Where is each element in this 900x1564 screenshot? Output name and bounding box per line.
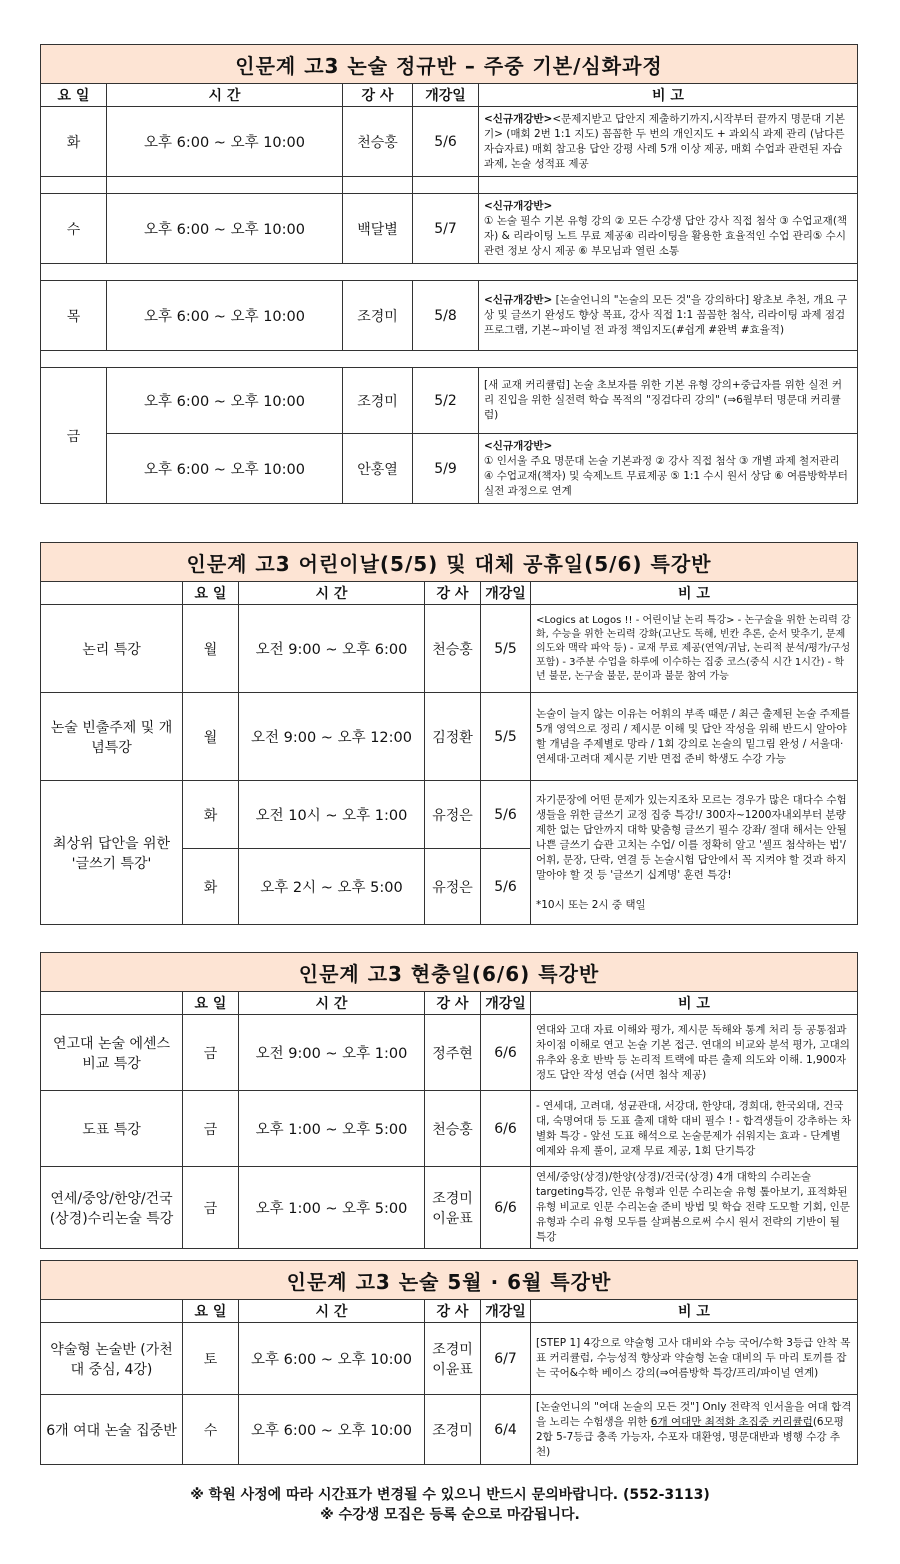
start-date: 6/6 bbox=[481, 1091, 531, 1167]
spacer-row bbox=[41, 351, 858, 368]
header-time: 시 간 bbox=[107, 84, 343, 107]
time: 오전 9:00 ~ 오후 6:00 bbox=[239, 605, 425, 693]
note bbox=[479, 194, 858, 264]
table-row bbox=[41, 281, 858, 351]
time: 오후 6:00 ~ 오후 10:00 bbox=[107, 281, 343, 351]
course-name: 연세/중앙/한양/건국(상경)수리논술 특강 bbox=[41, 1167, 183, 1249]
day: 화 bbox=[183, 849, 239, 925]
day: 금 bbox=[183, 1167, 239, 1249]
header-start: 개강일 bbox=[413, 84, 479, 107]
time: 오후 6:00 ~ 오후 10:00 bbox=[239, 1323, 425, 1395]
start-date: 6/6 bbox=[481, 1167, 531, 1249]
teacher: 천승홍 bbox=[425, 605, 481, 693]
teacher: 유정은 bbox=[425, 849, 481, 925]
table-title: 인문계 고3 어린이날(5/5) 및 대체 공휴일(5/6) 특강반 bbox=[41, 543, 858, 582]
teacher: 조경미 bbox=[343, 281, 413, 351]
spacer-row bbox=[41, 177, 858, 194]
note bbox=[479, 434, 858, 504]
note-text: ① 논술 필수 기본 유형 강의 ② 모든 수강생 답안 강사 직접 첨삭 ③ 수업교재(책자) & 리라이팅 노트 무료 제공④ 리라이팅을 활용한 효율적인 수업 관리⑤ 수시 관련 정보 상시 제공 ⑥ 부모님과 열린 소통 bbox=[484, 214, 848, 257]
header-start: 개강일 bbox=[481, 1300, 531, 1323]
day: 화 bbox=[183, 781, 239, 849]
table-row bbox=[41, 194, 858, 264]
header-teacher: 강 사 bbox=[425, 992, 481, 1015]
table-row bbox=[41, 1323, 858, 1395]
teacher: 조경미 bbox=[343, 368, 413, 434]
start-date: 5/7 bbox=[413, 194, 479, 264]
teacher: 백달별 bbox=[343, 194, 413, 264]
spacer-row bbox=[41, 264, 858, 281]
header-note: 비 고 bbox=[531, 1300, 858, 1323]
day: 금 bbox=[183, 1015, 239, 1091]
may-june-special-table bbox=[40, 1260, 858, 1465]
day: 금 bbox=[41, 368, 107, 504]
teacher: 유정은 bbox=[425, 781, 481, 849]
note-tag: <신규개강반> bbox=[484, 439, 553, 452]
day: 목 bbox=[41, 281, 107, 351]
course-name: 6개 여대 논술 집중반 bbox=[41, 1395, 183, 1465]
teacher: 안홍열 bbox=[343, 434, 413, 504]
note-text-2: (6모평 2합 5-7등급 충족 가능자, 수포자 대환영, 명문대반과 병행 수강 추천) bbox=[536, 1415, 844, 1458]
start-date: 5/5 bbox=[481, 605, 531, 693]
start-date: 6/4 bbox=[481, 1395, 531, 1465]
header-time: 시 간 bbox=[239, 1300, 425, 1323]
start-date: 5/6 bbox=[413, 107, 479, 177]
teacher: 조경미 이윤표 bbox=[425, 1167, 481, 1249]
note: 논술이 늘지 않는 이유는 어휘의 부족 때문 / 최근 출제된 논술 주제를 5개 영역으로 정리 / 제시문 이해 및 답안 작성을 위해 반드시 알아야 할 개념을 주제별로 망라 / 1회 강의로 논술의 밑그림 완성 / 서울대·연세대·고려대 제시문 기반 면접 준비 학생도 수강 가능 bbox=[531, 693, 858, 781]
table-title: 인문계 고3 논술 5월 · 6월 특강반 bbox=[41, 1261, 858, 1300]
note: 연대와 고대 자료 이해와 평가, 제시문 독해와 통계 처리 등 공통점과 차이점 이해로 연고 논술 기본 접근. 연대의 비교와 분석 평가, 고대의 유추와 옹호 반박 등 논리적 트랙에 따른 출제 의도와 이해. 1,900자 정도 답안 작성 연습 (서면 첨삭 제공) bbox=[531, 1015, 858, 1091]
header-teacher: 강 사 bbox=[425, 582, 481, 605]
table-row bbox=[41, 1167, 858, 1249]
teacher: 조경미 bbox=[425, 1395, 481, 1465]
header-note: 비 고 bbox=[479, 84, 858, 107]
course-name: 약술형 논술반 (가천대 중심, 4강) bbox=[41, 1323, 183, 1395]
table-row bbox=[41, 1395, 858, 1465]
table-row bbox=[41, 693, 858, 781]
note-underline: 6개 여대만 최적화 초집중 커리큘럼 bbox=[650, 1415, 813, 1428]
note bbox=[479, 107, 858, 177]
table-row bbox=[41, 368, 858, 434]
course-name: 최상위 답안을 위한 '글쓰기 특강' bbox=[41, 781, 183, 925]
note bbox=[531, 781, 858, 925]
teacher: 천승홍 bbox=[343, 107, 413, 177]
table-row bbox=[41, 1091, 858, 1167]
start-date: 5/2 bbox=[413, 368, 479, 434]
note-tag: <신규개강반> bbox=[484, 199, 553, 212]
start-date: 6/7 bbox=[481, 1323, 531, 1395]
memorial-day-table bbox=[40, 952, 858, 1249]
header-day: 요 일 bbox=[183, 1300, 239, 1323]
regular-class-table bbox=[40, 44, 858, 504]
teacher: 김정환 bbox=[425, 693, 481, 781]
start-date: 5/9 bbox=[413, 434, 479, 504]
day: 수 bbox=[41, 194, 107, 264]
day: 토 bbox=[183, 1323, 239, 1395]
note: [새 교재 커리큘럼] 논술 초보자를 위한 기본 유형 강의+중급자를 위한 실전 커리 진입을 위한 실전력 학습 목적의 "징검다리 강의" (⇒6월부터 명문대 커리큘럼) bbox=[479, 368, 858, 434]
header-time: 시 간 bbox=[239, 992, 425, 1015]
table-row bbox=[41, 107, 858, 177]
time: 오후 6:00 ~ 오후 10:00 bbox=[107, 194, 343, 264]
footer-notice-1: ※ 학원 사정에 따라 시간표가 변경될 수 있으니 반드시 문의바랍니다. (552-3113) bbox=[190, 1487, 710, 1503]
start-date: 6/6 bbox=[481, 1015, 531, 1091]
note-text: ① 인서울 주요 명문대 논술 기본과정 ② 강사 직접 첨삭 ③ 개별 과제 철저관리 ④ 수업교재(책자) 및 숙제노트 무료제공 ⑤ 1:1 수시 원서 상담 ⑥ 여름방학부터 실전 과정으로 연계 bbox=[484, 454, 848, 497]
day: 월 bbox=[183, 605, 239, 693]
time: 오후 2시 ~ 오후 5:00 bbox=[239, 849, 425, 925]
header-day: 요 일 bbox=[183, 582, 239, 605]
table-row bbox=[41, 781, 858, 849]
table-row bbox=[41, 434, 858, 504]
note-text: 자기문장에 어떤 문제가 있는지조차 모르는 경우가 많은 대다수 수험생들을 위한 글쓰기 교정 집중 특강!/ 300자~1200자내외부터 분량제한 없는 답안까지 대학 맞춤형 글쓰기 필수 강좌/ 절대 해서는 안될 나쁜 글쓰기 습관 고치는 수업/ 이를 정확히 알고 '셀프 첨삭하는 법'/ 어휘, 문장, 단락, 연결 등 논술시험 답안에서 꼭 지켜야 할 것과 하지 말아야 할 것 등 '글쓰기 십계명' 훈련 특강! bbox=[536, 793, 847, 881]
table-title: 인문계 고3 논술 정규반 – 주중 기본/심화과정 bbox=[41, 45, 858, 84]
note-tag: <신규개강반> bbox=[484, 112, 553, 125]
table-row bbox=[41, 1015, 858, 1091]
table-title: 인문계 고3 현충일(6/6) 특강반 bbox=[41, 953, 858, 992]
header-day: 요 일 bbox=[183, 992, 239, 1015]
course-name: 연고대 논술 에센스 비교 특강 bbox=[41, 1015, 183, 1091]
note: [STEP 1] 4강으로 약술형 고사 대비와 수능 국어/수학 3등급 안착 목표 커리큘럼, 수능성적 향상과 약술형 논술 대비의 두 마리 토끼를 잡는 국어&수학 베이스 강의(⇒여름방학 특강/프리/파이널 연계) bbox=[531, 1323, 858, 1395]
note-tag: <신규개강반> bbox=[484, 294, 553, 306]
note-text: <문제지받고 답안지 제출하기까지,시작부터 끝까지 명문대 기본기> (매회 2번 1:1 지도) 꼼꼼한 두 번의 개인지도 + 과외식 과제 관리 (남다른 자습자료) 매회 참고용 답안 강평 사례 5개 이상 제공, 매회 수업과 관련된 자습 과제, 논술 성적표 제공 bbox=[484, 112, 845, 170]
start-date: 5/6 bbox=[481, 849, 531, 925]
teacher: 천승홍 bbox=[425, 1091, 481, 1167]
header-time: 시 간 bbox=[239, 582, 425, 605]
header-note: 비 고 bbox=[531, 582, 858, 605]
course-name: 논리 특강 bbox=[41, 605, 183, 693]
teacher: 조경미 이윤표 bbox=[425, 1323, 481, 1395]
time: 오전 9:00 ~ 오후 1:00 bbox=[239, 1015, 425, 1091]
note: <Logics at Logos !! - 어린이날 논리 특강> - 논구술을 위한 논리력 강화, 수능을 위한 논리력 강화(고난도 독해, 빈칸 추론, 순서 맞추기, 문제 의도와 맥락 파악 등) - 교재 무료 제공(연역/귀납, 논리적 분석/평가/구성 포함) - 3주분 수업을 하루에 이수하는 집중 코스(중식 시간 1시간) - 학년 불문, 논구술 불문, 문이과 불문 참여 가능 bbox=[531, 605, 858, 693]
course-name: 도표 특강 bbox=[41, 1091, 183, 1167]
table-row bbox=[41, 605, 858, 693]
header-start: 개강일 bbox=[481, 582, 531, 605]
time: 오후 1:00 ~ 오후 5:00 bbox=[239, 1091, 425, 1167]
note-text: [논술언니의 "논술의 모든 것"을 강의하다] 왕초보 추천, 개요 구상 및 글쓰기 완성도 향상 목표, 강사 직접 1:1 꼼꼼한 첨삭, 리라이팅 과제 점검 프로그램, 기본~파이널 전 과정 책임지도(#쉽게 #완벽 #효율적) bbox=[484, 294, 847, 336]
note bbox=[479, 281, 858, 351]
holiday-special-table bbox=[40, 542, 858, 925]
header-teacher: 강 사 bbox=[425, 1300, 481, 1323]
day: 금 bbox=[183, 1091, 239, 1167]
note-text: [논술언니의 "여대 논술의 모든 것"] Only 전략적 인서울을 여대 합격을 노리는 수험생을 위한 bbox=[536, 1400, 852, 1428]
teacher: 정주현 bbox=[425, 1015, 481, 1091]
time: 오후 6:00 ~ 오후 10:00 bbox=[239, 1395, 425, 1465]
time: 오후 6:00 ~ 오후 10:00 bbox=[107, 107, 343, 177]
time: 오전 9:00 ~ 오후 12:00 bbox=[239, 693, 425, 781]
time: 오전 10시 ~ 오후 1:00 bbox=[239, 781, 425, 849]
time: 오후 6:00 ~ 오후 10:00 bbox=[107, 434, 343, 504]
start-date: 5/5 bbox=[481, 693, 531, 781]
note-text-2: *10시 또는 2시 중 택일 bbox=[536, 898, 646, 911]
start-date: 5/6 bbox=[481, 781, 531, 849]
note: 연세/중앙(상경)/한양(상경)/건국(상경) 4개 대학의 수리논술 targeting특강, 인문 유형과 인문 수리논술 유형 톺아보기, 표적화된 유형 비교로 인문 수리논술 준비 방법 및 학습 전략 도모할 기회, 인문 유형과 수리 유형 모두를 살펴봄으로써 수시 원서 전략의 기반이 될 특강 bbox=[531, 1167, 858, 1249]
footer-notice-2: ※ 수강생 모집은 등록 순으로 마감됩니다. bbox=[320, 1507, 580, 1523]
header-teacher: 강 사 bbox=[343, 84, 413, 107]
note: - 연세대, 고려대, 성균관대, 서강대, 한양대, 경희대, 한국외대, 건국대, 숙명여대 등 도표 출제 대학 대비 필수 ! - 합격생들이 강추하는 차별화 특강 - 앞선 도표 해석으로 논술문제가 쉬워지는 효과 - 단계별 예제와 유제 풀이, 교재 무료 제공, 1회 단기특강 bbox=[531, 1091, 858, 1167]
header-day: 요 일 bbox=[41, 84, 107, 107]
note bbox=[531, 1395, 858, 1465]
start-date: 5/8 bbox=[413, 281, 479, 351]
course-name: 논술 빈출주제 및 개념특강 bbox=[41, 693, 183, 781]
day: 수 bbox=[183, 1395, 239, 1465]
time: 오후 6:00 ~ 오후 10:00 bbox=[107, 368, 343, 434]
header-start: 개강일 bbox=[481, 992, 531, 1015]
time: 오후 1:00 ~ 오후 5:00 bbox=[239, 1167, 425, 1249]
day: 화 bbox=[41, 107, 107, 177]
day: 월 bbox=[183, 693, 239, 781]
header-note: 비 고 bbox=[531, 992, 858, 1015]
